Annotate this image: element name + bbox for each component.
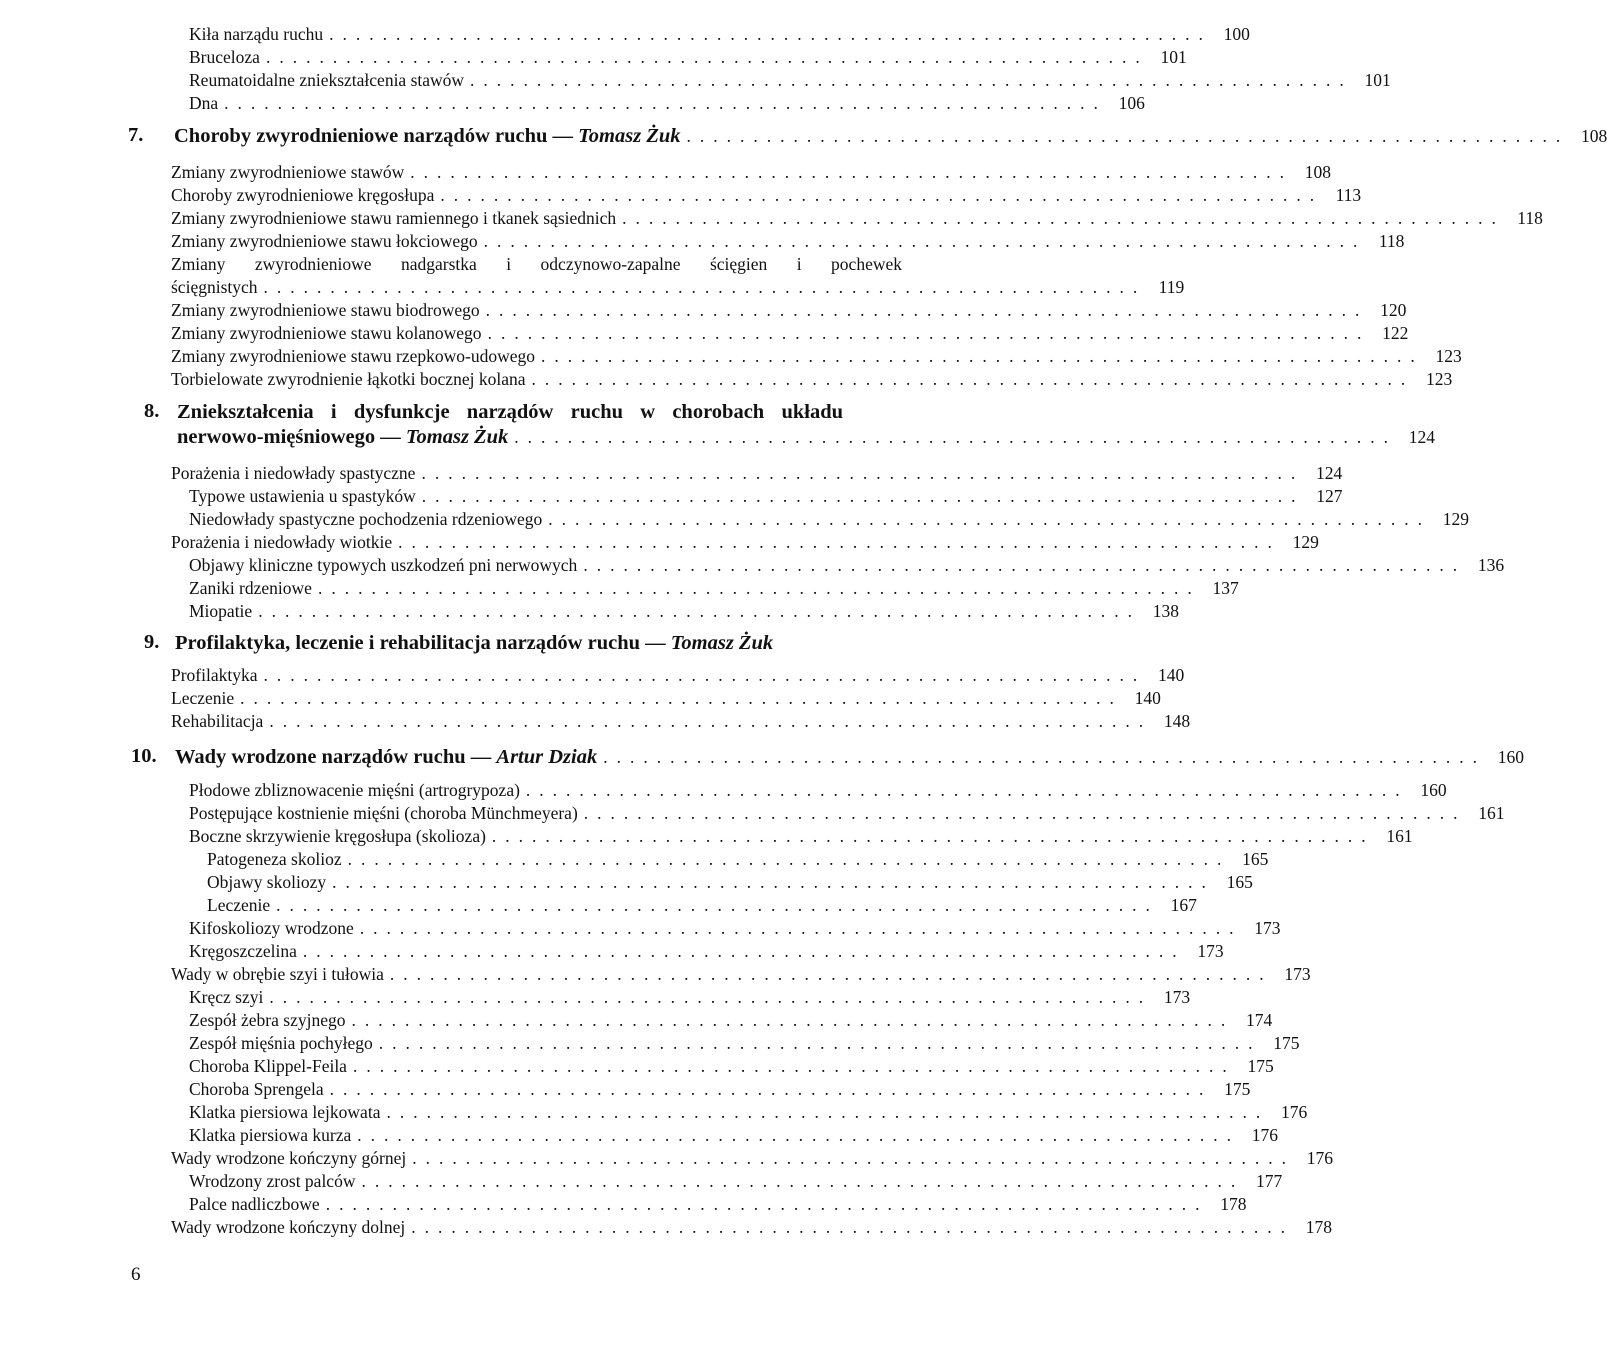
leader-dots: .................................................................. bbox=[483, 231, 1367, 251]
leader-dots: .................................................................. bbox=[421, 486, 1305, 506]
chapter-number: 9. bbox=[144, 631, 160, 653]
toc-entry-label: Objawy kliniczne typowych uszkodzeń pni nerwowych bbox=[189, 555, 578, 575]
toc-entry-page: 175 bbox=[1273, 1033, 1300, 1053]
toc-entry-label: Reumatoidalne zniekształcenia stawów bbox=[189, 70, 465, 90]
chapter-heading bbox=[175, 631, 773, 656]
toc-entry bbox=[171, 531, 1319, 554]
toc-entry bbox=[189, 986, 1191, 1009]
toc-entry-page: 120 bbox=[1380, 300, 1407, 320]
toc-entry bbox=[189, 485, 1343, 508]
leader-dots: .................................................................. bbox=[351, 1010, 1235, 1030]
chapter-page: 108 bbox=[1581, 126, 1607, 146]
toc-entry bbox=[189, 917, 1281, 940]
toc-entry-page: 101 bbox=[1364, 70, 1391, 90]
toc-entry-label: Miopatie bbox=[189, 601, 253, 621]
toc-entry-page: 176 bbox=[1306, 1148, 1334, 1168]
toc-entry-page: 161 bbox=[1386, 826, 1413, 846]
leader-dots: .................................................................. bbox=[440, 185, 1324, 205]
toc-entry-label: Palce nadliczbowe bbox=[189, 1194, 320, 1214]
toc-entry bbox=[189, 69, 1391, 92]
leader-dots: .................................................................. bbox=[487, 323, 1371, 343]
chapter-title-line1: Zniekształcenia i dysfunkcje narządów ruchu w chorobach układu bbox=[177, 401, 843, 423]
leader-dots: .................................................................. bbox=[329, 24, 1212, 44]
leader-dots: .................................................................. bbox=[389, 964, 1273, 984]
toc-entry-label: Porażenia i niedowłady spastyczne bbox=[171, 463, 416, 483]
leader-dots: .................................................................. bbox=[332, 872, 1215, 892]
leader-dots: .................................................................. bbox=[398, 532, 1281, 552]
leader-dots: .................................................................. bbox=[352, 1056, 1236, 1076]
toc-entry bbox=[189, 508, 1470, 531]
toc-entry-page: 137 bbox=[1212, 578, 1239, 598]
toc-entry bbox=[189, 1009, 1273, 1032]
toc-entry bbox=[189, 1170, 1283, 1193]
toc-entry-label: Porażenia i niedowłady wiotkie bbox=[171, 532, 393, 552]
leader-dots: .................................................................. bbox=[485, 300, 1369, 320]
toc-entry-page: 101 bbox=[1160, 47, 1187, 67]
toc-entry bbox=[171, 322, 1409, 345]
leader-dots: .................................................................. bbox=[359, 918, 1243, 938]
chapter-page: 124 bbox=[1408, 427, 1435, 447]
leader-dots: .................................................................. bbox=[421, 463, 1305, 483]
leader-dots: .................................................................. bbox=[325, 1194, 1209, 1214]
chapter-heading bbox=[175, 745, 1524, 770]
toc-entry-label: Płodowe zbliznowacenie mięśni (artrogrypoza) bbox=[189, 780, 520, 800]
toc-entry-label: Wrodzony zrost palców bbox=[189, 1171, 356, 1191]
toc-entry bbox=[189, 1055, 1274, 1078]
toc-entry-page: 123 bbox=[1425, 369, 1453, 389]
leader-dots: .................................................................. bbox=[622, 208, 1505, 228]
toc-entry bbox=[171, 161, 1332, 184]
leader-dots: .................................................................. bbox=[470, 70, 1353, 90]
leader-dots: .................................................................. bbox=[361, 1171, 1245, 1191]
leader-dots: .................................................................. bbox=[276, 895, 1159, 915]
leader-dots: .................................................................. bbox=[258, 601, 1141, 621]
leader-dots: .................................................................. bbox=[686, 126, 1570, 146]
toc-entry-page: 100 bbox=[1223, 24, 1250, 44]
toc-entry-page: 122 bbox=[1382, 323, 1409, 343]
toc-entry-label: Zespół mięśnia pochyłego bbox=[189, 1033, 373, 1053]
toc-entry-page: 160 bbox=[1420, 780, 1447, 800]
toc-entry-page: 173 bbox=[1197, 941, 1224, 961]
toc-entry-label: Kręcz szyi bbox=[189, 987, 264, 1007]
toc-entry bbox=[171, 207, 1543, 230]
toc-entry-page: 124 bbox=[1315, 463, 1343, 483]
leader-dots: .................................................................. bbox=[583, 555, 1467, 575]
leader-dots: .................................................................. bbox=[603, 747, 1486, 767]
toc-entry-label: Profilaktyka bbox=[171, 665, 258, 685]
chapter-author: Tomasz Żuk bbox=[670, 632, 774, 654]
chapter-heading bbox=[177, 425, 1435, 450]
toc-entry bbox=[171, 1147, 1334, 1170]
toc-entry-label: Wady wrodzone kończyny dolnej bbox=[171, 1217, 406, 1237]
toc-entry bbox=[171, 299, 1407, 322]
toc-entry-page: 173 bbox=[1284, 964, 1311, 984]
toc-entry-label: Klatka piersiowa lejkowata bbox=[189, 1102, 381, 1122]
toc-entry-page: 148 bbox=[1163, 711, 1191, 731]
leader-dots: .................................................................. bbox=[411, 1217, 1295, 1237]
toc-entry-label: Leczenie bbox=[207, 895, 271, 915]
toc-entry-page: 113 bbox=[1335, 185, 1362, 205]
toc-entry-label: Zaniki rdzeniowe bbox=[189, 578, 312, 598]
toc-entry-page: 165 bbox=[1242, 849, 1269, 869]
leader-dots: .................................................................. bbox=[531, 369, 1415, 389]
leader-dots: .................................................................. bbox=[410, 162, 1294, 182]
toc-entry-page: 177 bbox=[1255, 1171, 1283, 1191]
toc-entry-label: Postępujące kostnienie mięśni (choroba Münchmeyera) bbox=[189, 803, 578, 823]
toc-entry-page: 118 bbox=[1378, 231, 1405, 251]
toc-entry bbox=[189, 23, 1250, 46]
toc-entry-label: Zmiany zwyrodnieniowe stawu ramiennego i tkanek sąsiednich bbox=[171, 208, 617, 228]
leader-dots: .................................................................. bbox=[525, 780, 1409, 800]
toc-entry-label: Zespół żebra szyjnego bbox=[189, 1010, 346, 1030]
toc-entry bbox=[189, 1032, 1300, 1055]
toc-entry-label: Choroby zwyrodnieniowe kręgosłupa bbox=[171, 185, 435, 205]
toc-entry-label: Zmiany zwyrodnieniowe stawu kolanowego bbox=[171, 323, 482, 343]
toc-entry bbox=[189, 1078, 1251, 1101]
toc-entry-label: Zmiany zwyrodnieniowe stawów bbox=[171, 162, 405, 182]
leader-dots: .................................................................. bbox=[265, 47, 1149, 67]
toc-entry-label: Typowe ustawienia u spastyków bbox=[189, 486, 416, 506]
toc-entry-label: Kręgoszczelina bbox=[189, 941, 297, 961]
toc-entry bbox=[171, 368, 1453, 391]
toc-entry-page: 127 bbox=[1316, 486, 1343, 506]
leader-dots: .................................................................. bbox=[240, 688, 1123, 708]
toc-entry bbox=[189, 554, 1505, 577]
toc-entry bbox=[189, 779, 1447, 802]
toc-entry bbox=[171, 345, 1462, 368]
chapter-number: 7. bbox=[128, 124, 144, 146]
toc-entry-label: Klatka piersiowa kurza bbox=[189, 1125, 352, 1145]
toc-entry bbox=[207, 894, 1197, 917]
toc-entry-label: Dna bbox=[189, 93, 219, 113]
toc-entry bbox=[171, 276, 1185, 299]
leader-dots: .................................................................. bbox=[548, 509, 1432, 529]
toc-entry-page: 129 bbox=[1292, 532, 1319, 552]
toc-entry-page: 123 bbox=[1435, 346, 1462, 366]
chapter-number: 10. bbox=[131, 745, 157, 767]
toc-entry bbox=[171, 963, 1311, 986]
toc-entry-label: Bruceloza bbox=[189, 47, 260, 67]
toc-entry bbox=[171, 710, 1191, 733]
toc-entry-page: 176 bbox=[1251, 1125, 1279, 1145]
toc-entry-page: 129 bbox=[1442, 509, 1470, 529]
toc-entry-page: 174 bbox=[1245, 1010, 1273, 1030]
chapter-heading bbox=[174, 124, 1607, 149]
toc-entry-label: Wady wrodzone kończyny górnej bbox=[171, 1148, 407, 1168]
toc-entry-label: Rehabilitacja bbox=[171, 711, 264, 731]
chapter-author: Artur Dziak bbox=[496, 746, 598, 768]
toc-entry-page: 138 bbox=[1152, 601, 1179, 621]
chapter-title: Profilaktyka, leczenie i rehabilitacja narządów ruchu — bbox=[175, 632, 671, 654]
toc-entry bbox=[189, 825, 1413, 848]
toc-entry-label: Niedowłady spastyczne pochodzenia rdzeniowego bbox=[189, 509, 543, 529]
toc-entry bbox=[171, 664, 1185, 687]
leader-dots: .................................................................. bbox=[378, 1033, 1262, 1053]
toc-entry-label: Objawy skoliozy bbox=[207, 872, 327, 892]
leader-dots: .................................................................. bbox=[269, 711, 1153, 731]
toc-entry-page: 136 bbox=[1477, 555, 1505, 575]
chapter-author: Tomasz Żuk bbox=[578, 125, 681, 147]
toc-entry-page: 140 bbox=[1158, 665, 1185, 685]
toc-entry-label: Patogeneza skolioz bbox=[207, 849, 342, 869]
leader-dots: .................................................................. bbox=[347, 849, 1231, 869]
toc-entry-page: 119 bbox=[1158, 277, 1185, 297]
toc-entry-page: 161 bbox=[1478, 803, 1505, 823]
toc-entry bbox=[171, 687, 1161, 710]
leader-dots: .................................................................. bbox=[263, 665, 1147, 685]
toc-entry bbox=[189, 1101, 1308, 1124]
leader-dots: .................................................................. bbox=[412, 1148, 1296, 1168]
toc-entry bbox=[189, 802, 1505, 825]
chapter-author: Tomasz Żuk bbox=[405, 426, 509, 448]
toc-entry bbox=[189, 1193, 1247, 1216]
leader-dots: .................................................................. bbox=[263, 277, 1147, 297]
toc-entry bbox=[171, 462, 1343, 485]
toc-entry-page: 167 bbox=[1170, 895, 1197, 915]
toc-entry-page: 140 bbox=[1134, 688, 1161, 708]
toc-entry bbox=[189, 46, 1187, 69]
toc-entry-label: Kiła narządu ruchu bbox=[189, 24, 324, 44]
leader-dots: .................................................................. bbox=[317, 578, 1201, 598]
leader-dots: .................................................................. bbox=[491, 826, 1375, 846]
toc-entry bbox=[189, 92, 1145, 115]
toc-entry bbox=[189, 940, 1224, 963]
toc-entry-label: Boczne skrzywienie kręgosłupa (skolioza) bbox=[189, 826, 486, 846]
toc-entry bbox=[207, 871, 1253, 894]
toc-entry-label: ścięgnistych bbox=[171, 277, 258, 297]
toc-entry bbox=[171, 230, 1405, 253]
toc-entry-page: 176 bbox=[1280, 1102, 1308, 1122]
chapter-title-line2: nerwowo-mięśniowego — bbox=[177, 426, 406, 448]
toc-entry-label: Choroba Klippel-Feila bbox=[189, 1056, 347, 1076]
toc-entry-page: 178 bbox=[1220, 1194, 1247, 1214]
toc-entry-label: Leczenie bbox=[171, 688, 235, 708]
chapter-title: Wady wrodzone narządów ruchu — bbox=[175, 746, 497, 768]
toc-entry-line1: Zmiany zwyrodnieniowe nadgarstka i odczynowo-zapalne ścięgien i pochewek bbox=[171, 254, 902, 274]
leader-dots: .................................................................. bbox=[269, 987, 1153, 1007]
toc-entry-page: 118 bbox=[1517, 208, 1543, 228]
leader-dots: .................................................................. bbox=[583, 803, 1467, 823]
toc-entry-label: Kifoskoliozy wrodzone bbox=[189, 918, 354, 938]
toc-entry bbox=[189, 1124, 1279, 1147]
toc-entry bbox=[171, 184, 1362, 207]
chapter-title: Choroby zwyrodnieniowe narządów ruchu — bbox=[174, 125, 579, 147]
toc-entry bbox=[207, 848, 1269, 871]
toc-entry-page: 175 bbox=[1224, 1079, 1251, 1099]
toc-entry bbox=[189, 600, 1179, 623]
toc-entry-label: Wady w obrębie szyi i tułowia bbox=[171, 964, 384, 984]
chapter-number: 8. bbox=[144, 400, 160, 422]
toc-entry-label: Choroba Sprengela bbox=[189, 1079, 324, 1099]
toc-entry-page: 175 bbox=[1247, 1056, 1274, 1076]
toc-entry bbox=[171, 1216, 1333, 1239]
leader-dots: .................................................................. bbox=[541, 346, 1424, 366]
leader-dots: .................................................................. bbox=[386, 1102, 1270, 1122]
toc-entry-label: Zmiany zwyrodnieniowe stawu łokciowego bbox=[171, 231, 478, 251]
toc-entry-page: 106 bbox=[1118, 93, 1145, 113]
toc-entry-label: Zmiany zwyrodnieniowe stawu biodrowego bbox=[171, 300, 480, 320]
toc-entry-page: 173 bbox=[1163, 987, 1191, 1007]
toc-entry-label: Zmiany zwyrodnieniowe stawu rzepkowo-udowego bbox=[171, 346, 535, 366]
leader-dots: .................................................................. bbox=[357, 1125, 1241, 1145]
page-number: 6 bbox=[131, 1264, 141, 1285]
toc-entry-page: 165 bbox=[1226, 872, 1253, 892]
toc-entry-page: 108 bbox=[1304, 162, 1332, 182]
leader-dots: .................................................................. bbox=[302, 941, 1186, 961]
toc-entry bbox=[189, 577, 1239, 600]
leader-dots: .................................................................. bbox=[224, 93, 1107, 113]
toc-entry-page: 173 bbox=[1254, 918, 1281, 938]
chapter-page: 160 bbox=[1497, 747, 1524, 767]
toc-entry-page: 178 bbox=[1305, 1217, 1333, 1237]
leader-dots: .................................................................. bbox=[329, 1079, 1213, 1099]
toc-entry-label: Torbielowate zwyrodnienie łąkotki bocznej kolana bbox=[171, 369, 526, 389]
leader-dots: .................................................................. bbox=[514, 427, 1397, 447]
